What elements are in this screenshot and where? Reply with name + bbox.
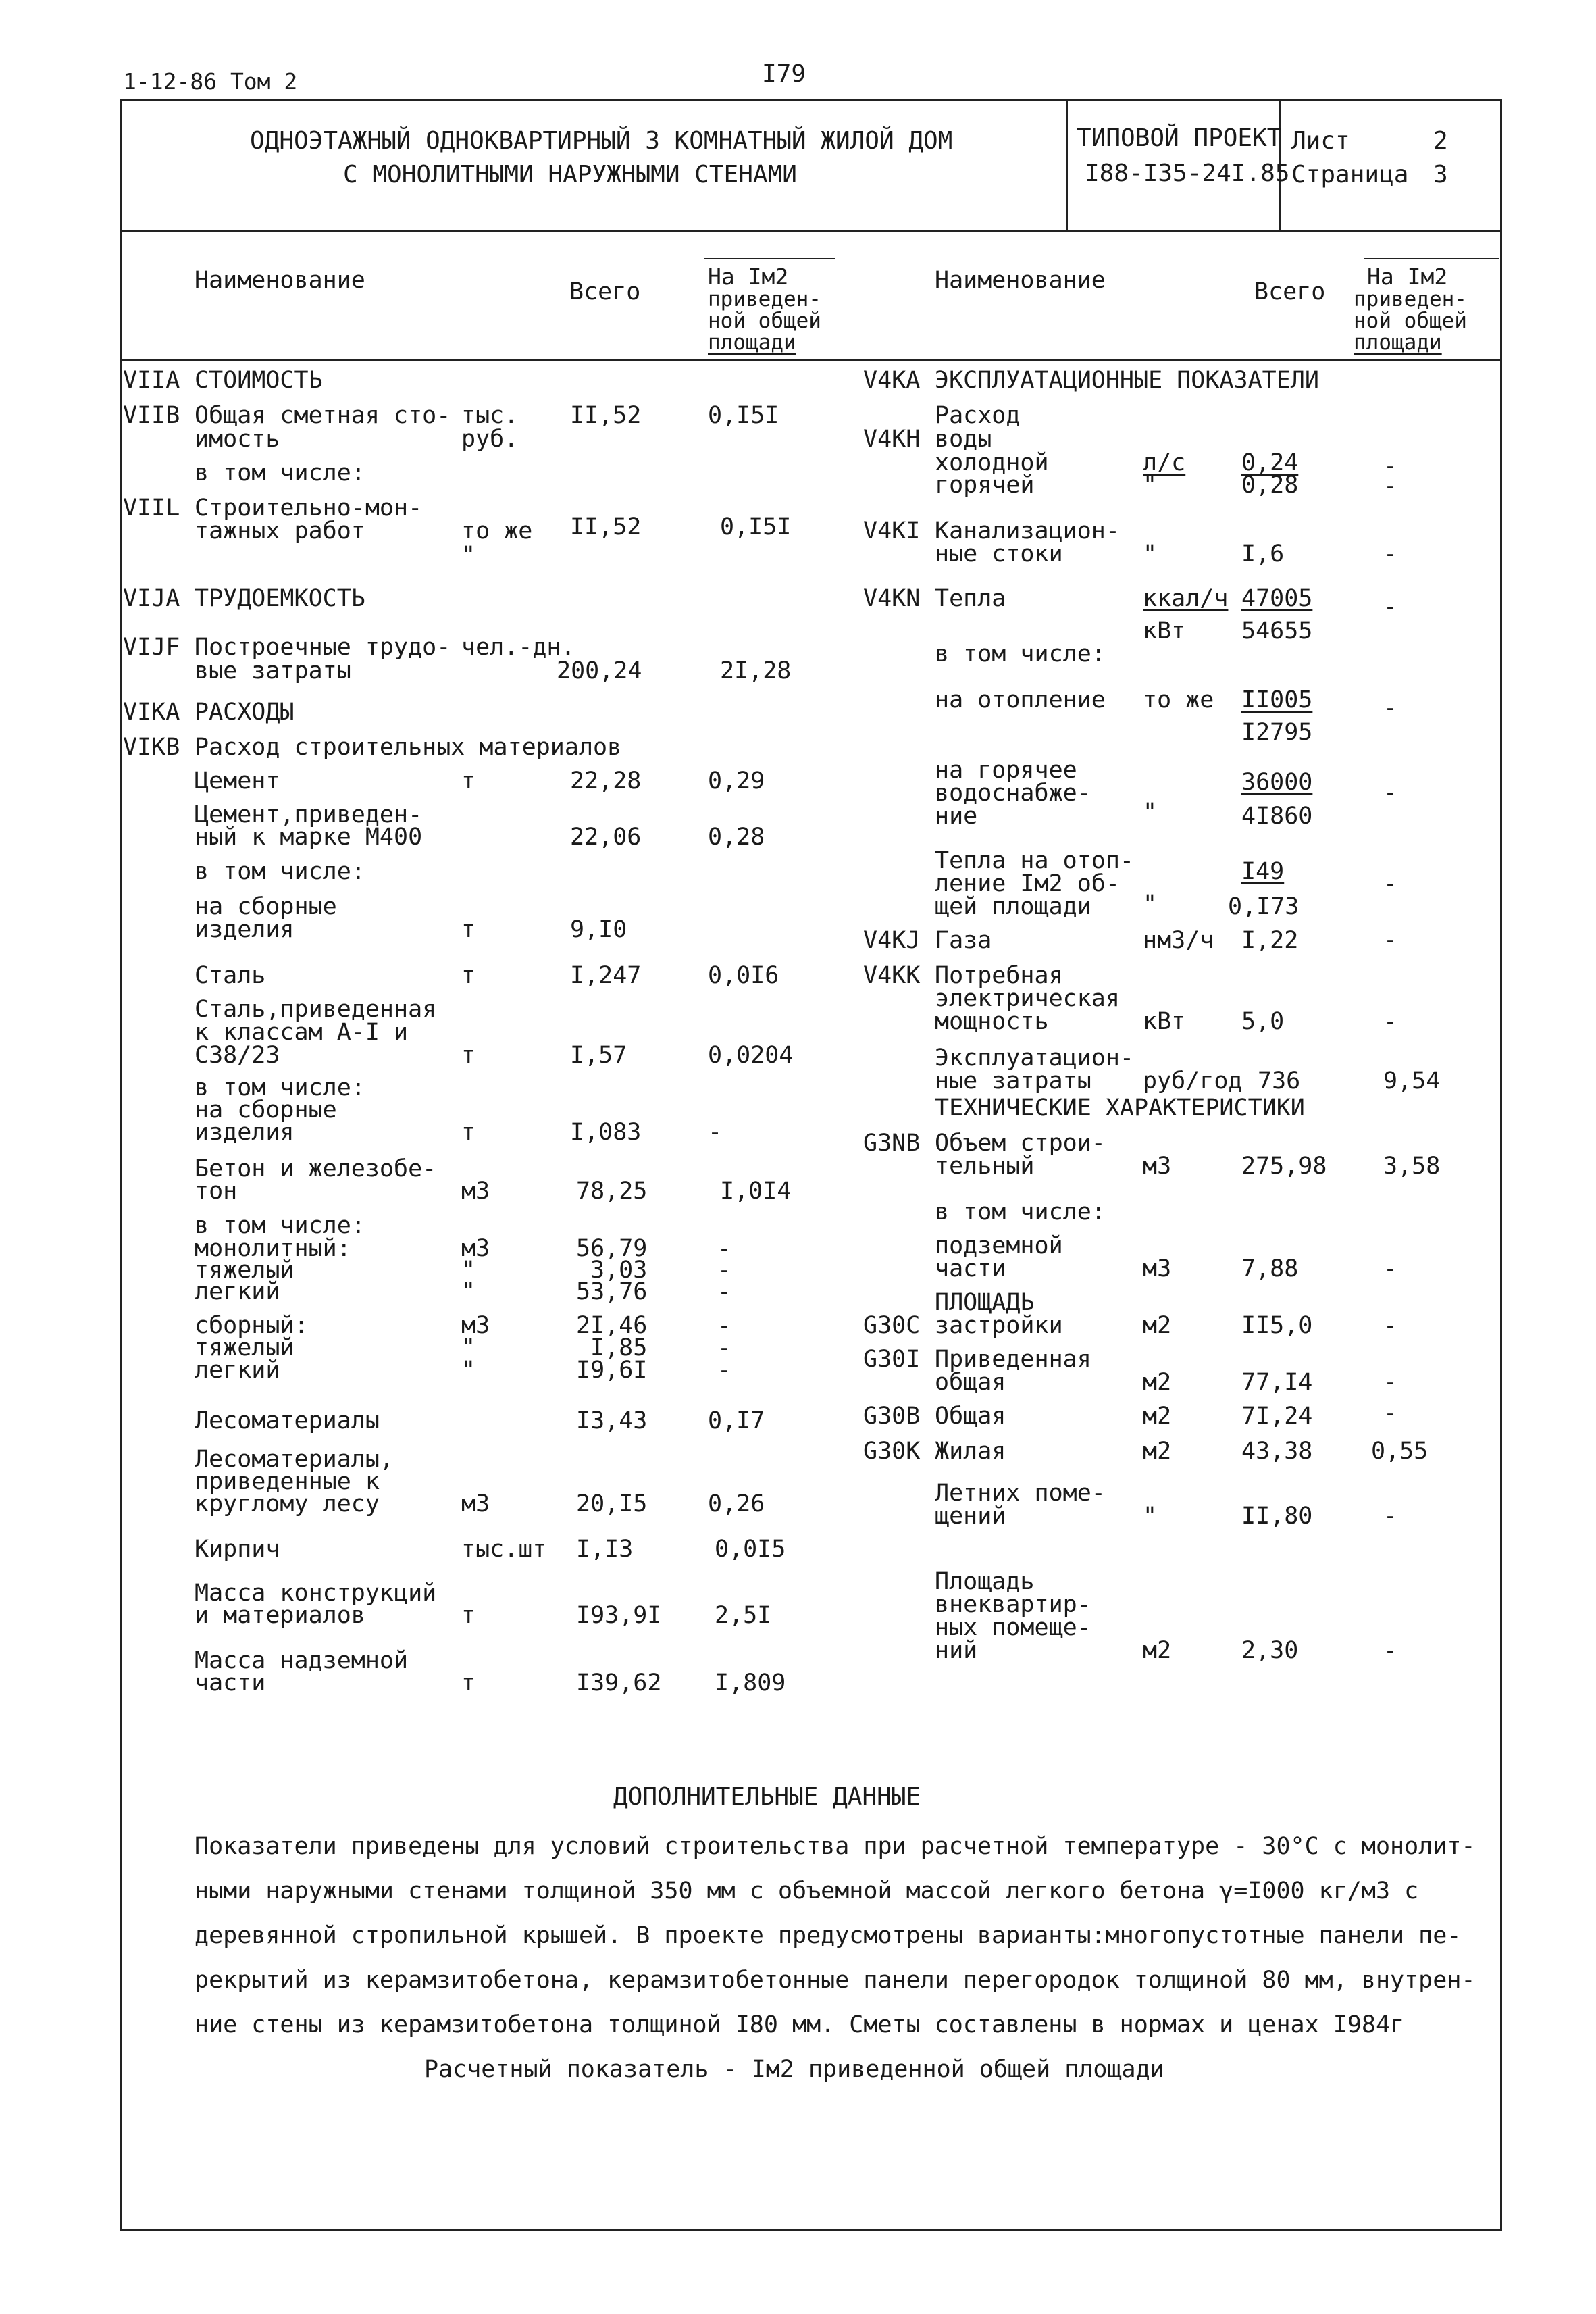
row-name: Лесоматериалы,	[195, 1446, 394, 1473]
row-name: на сборные	[195, 1097, 337, 1124]
row-total: 275,98	[1241, 1153, 1327, 1180]
row-per: 2,5I	[715, 1602, 772, 1629]
row-total: 2,30	[1241, 1637, 1299, 1664]
row-code: V4KA	[863, 367, 921, 394]
row-name: Тепла	[935, 585, 1006, 612]
row-total: 22,06	[570, 824, 642, 851]
right-col-total: Всего	[1254, 278, 1326, 305]
row-name: электрическая	[935, 985, 1120, 1012]
row-total: II,52	[570, 402, 642, 429]
row-code: G3NB	[863, 1130, 921, 1157]
row-name: Общая	[935, 1403, 1006, 1430]
row-name: тажных работ	[195, 518, 365, 545]
row-total: I,22	[1241, 927, 1299, 954]
row-total: 78,25	[576, 1178, 648, 1205]
row-name: Летних поме-	[935, 1480, 1106, 1507]
page-number: I79	[762, 60, 806, 88]
row-total: I39,62	[576, 1669, 662, 1696]
page-value: 3	[1433, 161, 1448, 188]
row-per: 2I,28	[720, 657, 792, 684]
row-total: I,6	[1241, 540, 1285, 568]
left-col-per-1: На Iм2	[708, 263, 789, 290]
row-total: I,083	[570, 1119, 642, 1146]
row-total: 36000	[1241, 769, 1313, 796]
row-name: Расход строительных материалов	[195, 734, 622, 761]
row-name: Расход	[935, 402, 1021, 429]
row-unit: т	[461, 962, 476, 989]
sheet-value: 2	[1433, 127, 1448, 155]
row-unit: м3	[1143, 1255, 1172, 1282]
left-col-per-2: приведен-	[708, 287, 821, 311]
row-per: -	[1383, 1637, 1398, 1664]
row-total: I,247	[570, 962, 642, 989]
row-per: 0,0I5	[715, 1536, 786, 1563]
row-total: I49	[1241, 858, 1285, 885]
row-name: Масса надземной	[195, 1647, 409, 1674]
row-total: 22,28	[570, 768, 642, 795]
row-unit: ккал/ч	[1143, 585, 1229, 612]
row-total: 0,I73	[1228, 893, 1299, 920]
additional-line-1: Показатели приведены для условий строительства при расчетной температуре - 30°С с монолит-	[195, 1833, 1476, 1860]
row-name: изделия	[195, 916, 294, 943]
right-col-per-4: площади	[1354, 330, 1442, 355]
row-total: I,85	[590, 1334, 648, 1361]
row-per: 0,I5I	[720, 513, 792, 540]
row-total: 7,88	[1241, 1255, 1299, 1282]
row-unit: кВт	[1143, 1008, 1186, 1035]
row-name: Сталь,приведенная	[195, 996, 437, 1023]
row-name: ТЕХНИЧЕСКИЕ ХАРАКТЕРИСТИКИ	[935, 1095, 1305, 1122]
left-col-total: Всего	[569, 278, 641, 305]
page-label: Страница	[1291, 161, 1409, 188]
left-col-per-4: площади	[708, 330, 796, 355]
row-total: 200,24	[557, 657, 642, 684]
row-code: VIJA	[123, 585, 180, 612]
row-unit: м2	[1143, 1438, 1172, 1465]
row-name: Тепла на отоп-	[935, 847, 1135, 874]
table-header-rule	[120, 359, 1502, 361]
project-code: I88-I35-24I.85	[1085, 159, 1290, 187]
row-name: Эксплуатацион-	[935, 1045, 1135, 1072]
row-total: I,I3	[576, 1536, 634, 1563]
row-name: Объем строи-	[935, 1130, 1106, 1157]
row-code: VIKA	[123, 699, 180, 726]
row-total: I93,9I	[576, 1602, 662, 1629]
row-name: Масса конструкций	[195, 1580, 437, 1607]
row-code: VIIA	[123, 367, 180, 394]
row-unit: "	[461, 542, 476, 569]
row-name: горячей	[935, 472, 1035, 499]
hdr-top-right-rule	[1364, 258, 1499, 259]
row-per: I,0I4	[720, 1178, 792, 1205]
row-unit: т	[461, 768, 476, 795]
row-per: I,809	[715, 1669, 786, 1696]
row-per: 0,0204	[708, 1042, 794, 1069]
row-per: -	[1383, 593, 1398, 620]
left-col-per-3: ной общей	[708, 309, 821, 333]
row-per: 0,26	[708, 1490, 765, 1517]
row-per: 3,58	[1383, 1153, 1441, 1180]
row-name: Жилая	[935, 1438, 1006, 1465]
row-name: монолитный:	[195, 1235, 351, 1262]
row-name: ные затраты	[935, 1067, 1091, 1095]
row-name: легкий	[195, 1357, 280, 1384]
row-unit: руб/год	[1143, 1067, 1243, 1095]
row-unit: т	[461, 1119, 476, 1146]
row-per: -	[1383, 1400, 1398, 1427]
row-unit: м3	[1143, 1153, 1172, 1180]
row-name: Общая сметная сто-	[195, 402, 451, 429]
header-vline-1	[1066, 99, 1068, 230]
row-name: Строительно-мон-	[195, 495, 423, 522]
row-name: С38/23	[195, 1042, 280, 1069]
row-name: общая	[935, 1369, 1006, 1396]
row-total: II,80	[1241, 1503, 1313, 1530]
row-unit: тыс.шт	[461, 1536, 547, 1563]
row-name: сборный:	[195, 1312, 309, 1339]
row-name: изделия	[195, 1119, 294, 1146]
additional-line-3: деревянной стропильной крышей. В проекте предусмотрены варианты:многопустотные панели пе-	[195, 1922, 1462, 1949]
row-name: Сталь	[195, 962, 266, 989]
row-name: приведенные к	[195, 1468, 380, 1495]
title-line-2: С МОНОЛИТНЫМИ НАРУЖНЫМИ СТЕНАМИ	[343, 161, 797, 188]
row-per: -	[1383, 453, 1398, 480]
row-total: 4I860	[1241, 803, 1313, 830]
row-total: 20,I5	[576, 1490, 648, 1517]
row-unit: м3	[461, 1235, 490, 1262]
right-col-per-3: ной общей	[1354, 309, 1467, 333]
row-name: на отопление	[935, 686, 1106, 713]
row-per: -	[1383, 1369, 1398, 1396]
row-per: 0,I7	[708, 1407, 765, 1434]
row-unit: м3	[461, 1178, 490, 1205]
row-total: 7I,24	[1241, 1403, 1313, 1430]
row-per: -	[717, 1334, 732, 1361]
right-col-name: Наименование	[935, 267, 1106, 294]
row-code: G30C	[863, 1312, 921, 1339]
row-name: вые затраты	[195, 657, 351, 684]
row-per: 9,54	[1383, 1067, 1441, 1095]
row-total: 56,79	[576, 1235, 648, 1262]
row-per: -	[717, 1235, 732, 1262]
row-name: круглому лесу	[195, 1490, 380, 1517]
row-per: -	[1383, 1312, 1398, 1339]
additional-line-4: рекрытий из керамзитобетона, керамзитобетонные панели перегородок толщиной 80 мм, внутрен-	[195, 1967, 1476, 1994]
row-name: ных помеще-	[935, 1614, 1091, 1641]
row-name: Приведенная	[935, 1346, 1091, 1373]
row-name: ЭКСПЛУАТАЦИОННЫЕ ПОКАЗАТЕЛИ	[935, 367, 1319, 394]
row-unit: м2	[1143, 1369, 1172, 1396]
row-unit: кВт	[1143, 618, 1186, 645]
row-name: воды	[935, 426, 992, 453]
row-name: Площадь	[935, 1568, 1035, 1595]
row-name: Бетон и железобе-	[195, 1155, 437, 1182]
row-per: 0,28	[708, 824, 765, 851]
row-total: 736	[1258, 1067, 1301, 1095]
row-code: VIIL	[123, 495, 180, 522]
row-name: Цемент,приведен-	[195, 801, 423, 828]
row-unit: то же	[461, 518, 533, 545]
row-name: РАСХОДЫ	[195, 699, 294, 726]
row-name: внеквартир-	[935, 1591, 1091, 1618]
row-per: -	[1383, 473, 1398, 500]
row-unit: руб.	[461, 426, 519, 453]
row-name: в том числе:	[935, 640, 1106, 668]
row-total: I,57	[570, 1042, 627, 1069]
row-name: застройки	[935, 1312, 1063, 1339]
row-name: ПЛОЩАДЬ	[935, 1289, 1035, 1316]
row-name: части	[935, 1255, 1006, 1282]
row-name: тяжелый	[195, 1334, 294, 1361]
row-total: I2795	[1241, 719, 1313, 746]
row-code: V4KJ	[863, 927, 921, 954]
row-name: Кирпич	[195, 1536, 280, 1563]
row-unit: м2	[1143, 1637, 1172, 1664]
row-total: 54655	[1241, 618, 1313, 645]
row-total: 53,76	[576, 1278, 648, 1305]
row-name: имость	[195, 426, 280, 453]
row-per: 0,0I6	[708, 962, 779, 989]
row-name: в том числе:	[935, 1199, 1106, 1226]
row-unit: то же	[1143, 686, 1214, 713]
row-code: V4KH	[863, 426, 921, 453]
row-total: 47005	[1241, 585, 1313, 612]
row-per: -	[1383, 870, 1398, 897]
row-unit: "	[461, 1257, 476, 1284]
row-unit: "	[461, 1334, 476, 1361]
row-unit: т	[461, 1602, 476, 1629]
row-name: Цемент	[195, 768, 280, 795]
row-name: и материалов	[195, 1602, 365, 1629]
row-unit: чел.-дн.	[461, 634, 575, 661]
row-unit: м2	[1143, 1403, 1172, 1430]
title-line-1: ОДНОЭТАЖНЫЙ ОДНОКВАРТИРНЫЙ 3 КОМНАТНЫЙ ЖИЛОЙ ДОМ	[250, 127, 953, 155]
row-name: ление Iм2 об-	[935, 870, 1120, 897]
row-name: в том числе:	[195, 1074, 365, 1101]
additional-line-2: ными наружными стенами толщиной 350 мм с объемной массой легкого бетона γ=I000 кг/м3 с	[195, 1878, 1419, 1905]
hdr-top-left-rule	[704, 258, 835, 259]
row-name: к классам А-I и	[195, 1019, 409, 1046]
row-code: VIJF	[123, 634, 180, 661]
row-name: ные стоки	[935, 540, 1063, 568]
row-total: 5,0	[1241, 1008, 1285, 1035]
row-total: 3,03	[590, 1257, 648, 1284]
row-name: на горячее	[935, 757, 1077, 784]
row-code: VIKB	[123, 734, 180, 761]
row-name: ный к марке М400	[195, 824, 423, 851]
row-unit: "	[1143, 472, 1158, 499]
row-total: 0,24	[1241, 449, 1299, 476]
row-name: Канализацион-	[935, 518, 1120, 545]
row-per: -	[1383, 927, 1398, 954]
doc-reference: 1-12-86 Том 2	[123, 68, 298, 95]
row-unit: л/с	[1143, 449, 1186, 476]
row-per: -	[717, 1278, 732, 1305]
row-per: -	[717, 1257, 732, 1284]
row-name: Газа	[935, 927, 992, 954]
row-name: ний	[935, 1637, 978, 1664]
row-unit: "	[1143, 890, 1158, 917]
row-name: холодной	[935, 449, 1049, 476]
row-per: -	[717, 1357, 732, 1384]
additional-footer: Расчетный показатель - Iм2 приведенной общей площади	[424, 2056, 1164, 2083]
row-name: Потребная	[935, 962, 1063, 989]
row-total: II5,0	[1241, 1312, 1313, 1339]
row-name: части	[195, 1669, 266, 1696]
right-col-per-1: На Iм2	[1367, 263, 1448, 290]
row-per: -	[1383, 1008, 1398, 1035]
row-name: подземной	[935, 1232, 1063, 1259]
row-name: на сборные	[195, 893, 337, 920]
row-name: мощность	[935, 1008, 1049, 1035]
row-total: 77,I4	[1241, 1369, 1313, 1396]
row-unit: "	[1143, 1503, 1158, 1530]
row-per: -	[1383, 695, 1398, 722]
row-code: V4KN	[863, 585, 921, 612]
row-name: тон	[195, 1178, 238, 1205]
row-total: I9,6I	[576, 1357, 648, 1384]
row-name: в том числе:	[195, 459, 365, 486]
header-divider	[120, 230, 1502, 232]
row-code: V4KI	[863, 518, 921, 545]
row-name: Лесоматериалы	[195, 1407, 380, 1434]
row-name: ТРУДОЕМКОСТЬ	[195, 585, 365, 612]
row-name: Построечные трудо-	[195, 634, 451, 661]
row-unit: "	[1143, 540, 1158, 568]
additional-line-5: ние стены из керамзитобетона толщиной I80 мм. Сметы составлены в нормах и ценах I984г	[195, 2011, 1405, 2038]
row-unit: м3	[461, 1312, 490, 1339]
row-per: -	[1383, 1255, 1398, 1282]
row-total: II,52	[570, 513, 642, 540]
row-unit: м3	[461, 1490, 490, 1517]
row-total: 43,38	[1241, 1438, 1313, 1465]
row-name: в том числе:	[195, 858, 365, 885]
row-per: -	[708, 1119, 723, 1146]
row-unit: м2	[1143, 1312, 1172, 1339]
row-unit: "	[1143, 799, 1158, 826]
row-name: тяжелый	[195, 1257, 294, 1284]
row-total: II005	[1241, 686, 1313, 713]
row-name: щей площади	[935, 893, 1091, 920]
left-col-name: Наименование	[195, 267, 365, 294]
row-name: в том числе:	[195, 1212, 365, 1239]
row-code: V4KK	[863, 962, 921, 989]
row-per: 0,I5I	[708, 402, 779, 429]
row-name: тельный	[935, 1153, 1035, 1180]
row-unit: нм3/ч	[1143, 927, 1214, 954]
row-code: VIIB	[123, 402, 180, 429]
sheet-label: Лист	[1291, 127, 1350, 155]
row-unit: т	[461, 1042, 476, 1069]
row-code: G30B	[863, 1403, 921, 1430]
row-unit: "	[461, 1357, 476, 1384]
row-per: -	[1383, 540, 1398, 568]
row-name: легкий	[195, 1278, 280, 1305]
row-code: G30I	[863, 1346, 921, 1373]
row-total: 0,28	[1241, 472, 1299, 499]
row-unit: "	[461, 1278, 476, 1305]
row-per: 0,55	[1371, 1438, 1428, 1465]
row-total: 2I,46	[576, 1312, 648, 1339]
row-name: ние	[935, 803, 978, 830]
row-name: СТОИМОСТЬ	[195, 367, 323, 394]
row-per: -	[717, 1312, 732, 1339]
row-unit: т	[461, 1669, 476, 1696]
row-per: -	[1383, 779, 1398, 806]
row-name: щений	[935, 1503, 1006, 1530]
row-total: 9,I0	[570, 916, 627, 943]
right-col-per-2: приведен-	[1354, 287, 1467, 311]
row-code: G30K	[863, 1438, 921, 1465]
row-per: -	[1383, 1503, 1398, 1530]
additional-title: ДОПОЛНИТЕЛЬНЫЕ ДАННЫЕ	[613, 1783, 921, 1811]
row-total: I3,43	[576, 1407, 648, 1434]
row-name: водоснабже-	[935, 780, 1091, 807]
row-per: 0,29	[708, 768, 765, 795]
row-unit: т	[461, 916, 476, 943]
project-label: ТИПОВОЙ ПРОЕКТ	[1077, 124, 1282, 152]
row-unit: тыс.	[461, 402, 519, 429]
